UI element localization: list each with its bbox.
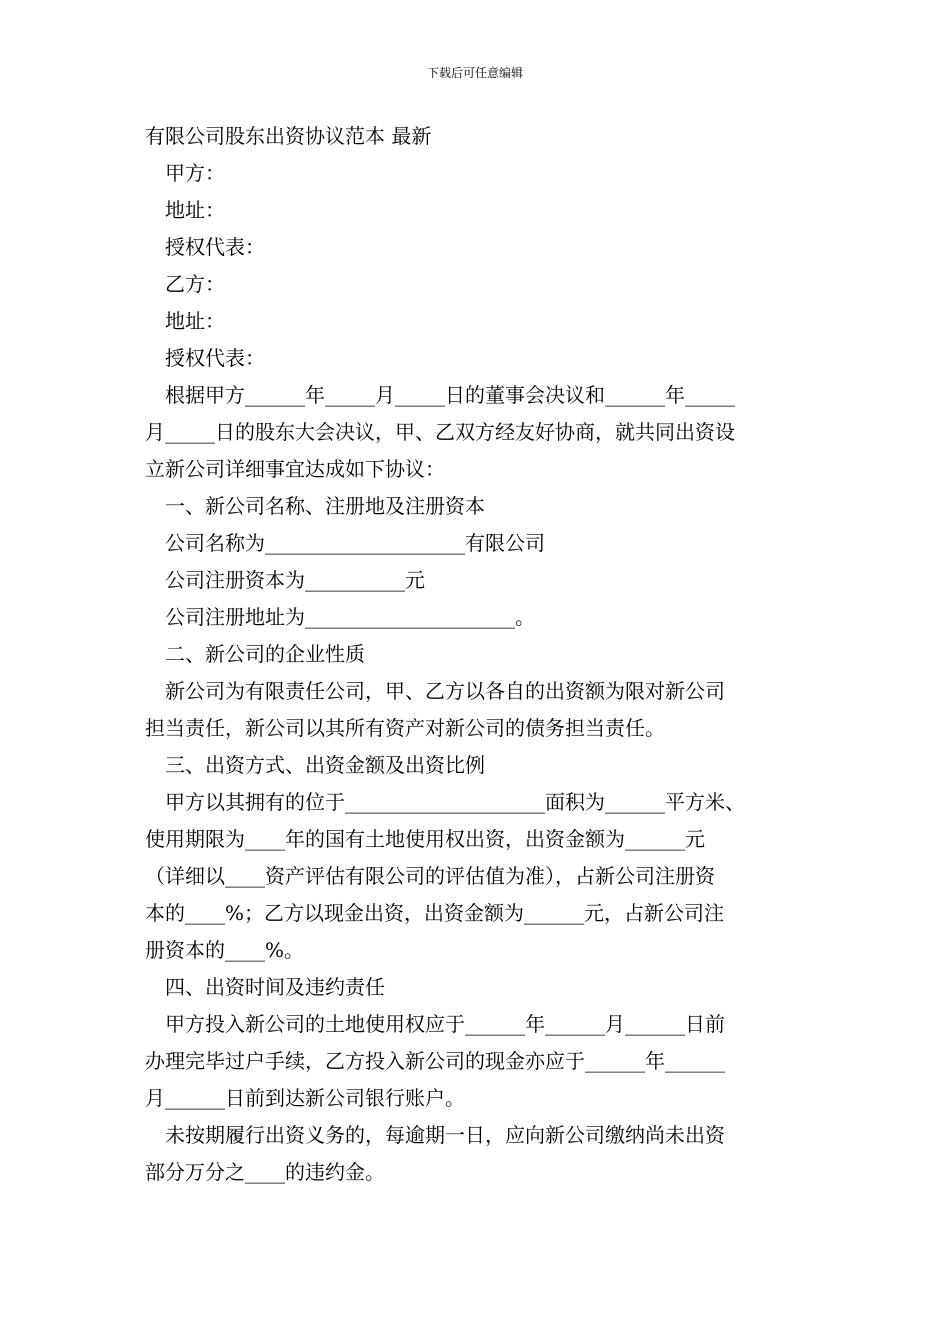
party-b-address: 地址：	[165, 309, 225, 333]
party-a-label: 甲方：	[165, 161, 225, 185]
party-b-label: 乙方：	[165, 272, 225, 296]
section-4-line-5: 部分万分之____的违约金。	[145, 1160, 385, 1184]
company-name-line: 公司名称为____________________有限公司	[165, 531, 545, 555]
registered-capital-line: 公司注册资本为__________元	[165, 568, 425, 592]
party-b-representative: 授权代表：	[165, 346, 265, 370]
party-a-representative: 授权代表：	[165, 235, 265, 259]
section-3-line-2: 使用期限为____年的国有土地使用权出资，出资金额为______元	[145, 827, 705, 851]
section-3-line-4: 本的____%；乙方以现金出资，出资金额为______元，占新公司注	[145, 901, 725, 925]
section-4-line-1: 甲方投入新公司的土地使用权应于______年______月______日前	[165, 1012, 725, 1036]
preamble-line-2: 月_____日的股东大会决议，甲、乙双方经友好协商，就共同出资设	[145, 420, 735, 444]
section-2-line-2: 担当责任，新公司以其所有资产对新公司的债务担当责任。	[145, 716, 665, 740]
section-4-heading: 四、出资时间及违约责任	[165, 975, 385, 999]
section-3-line-3: （详细以____资产评估有限公司的评估值为准），占新公司注册资	[145, 864, 715, 888]
document-title: 有限公司股东出资协议范本 最新	[145, 124, 432, 148]
section-3-line-1: 甲方以其拥有的位于____________________面积为______平方米、	[165, 790, 745, 814]
section-1-heading: 一、新公司名称、注册地及注册资本	[165, 494, 485, 518]
section-4-line-3: 月______日前到达新公司银行账户。	[145, 1086, 465, 1110]
page-header: 下载后可任意编辑	[426, 66, 523, 80]
section-3-line-5: 册资本的____%。	[145, 938, 305, 962]
document-body	[145, 118, 835, 1191]
section-3-heading: 三、出资方式、出资金额及出资比例	[165, 753, 485, 777]
section-2-heading: 二、新公司的企业性质	[165, 642, 365, 666]
preamble-line-3: 立新公司详细事宜达成如下协议：	[145, 457, 445, 481]
section-4-line-4: 未按期履行出资义务的，每逾期一日，应向新公司缴纳尚未出资	[165, 1123, 725, 1147]
section-2-line-1: 新公司为有限责任公司，甲、乙方以各自的出资额为限对新公司	[165, 679, 725, 703]
preamble-line-1: 根据甲方______年_____月_____日的董事会决议和______年_____	[165, 383, 735, 407]
registered-address-line: 公司注册地址为_____________________。	[165, 605, 535, 629]
party-a-address: 地址：	[165, 198, 225, 222]
section-4-line-2: 办理完毕过户手续，乙方投入新公司的现金亦应于______年______	[145, 1049, 725, 1073]
